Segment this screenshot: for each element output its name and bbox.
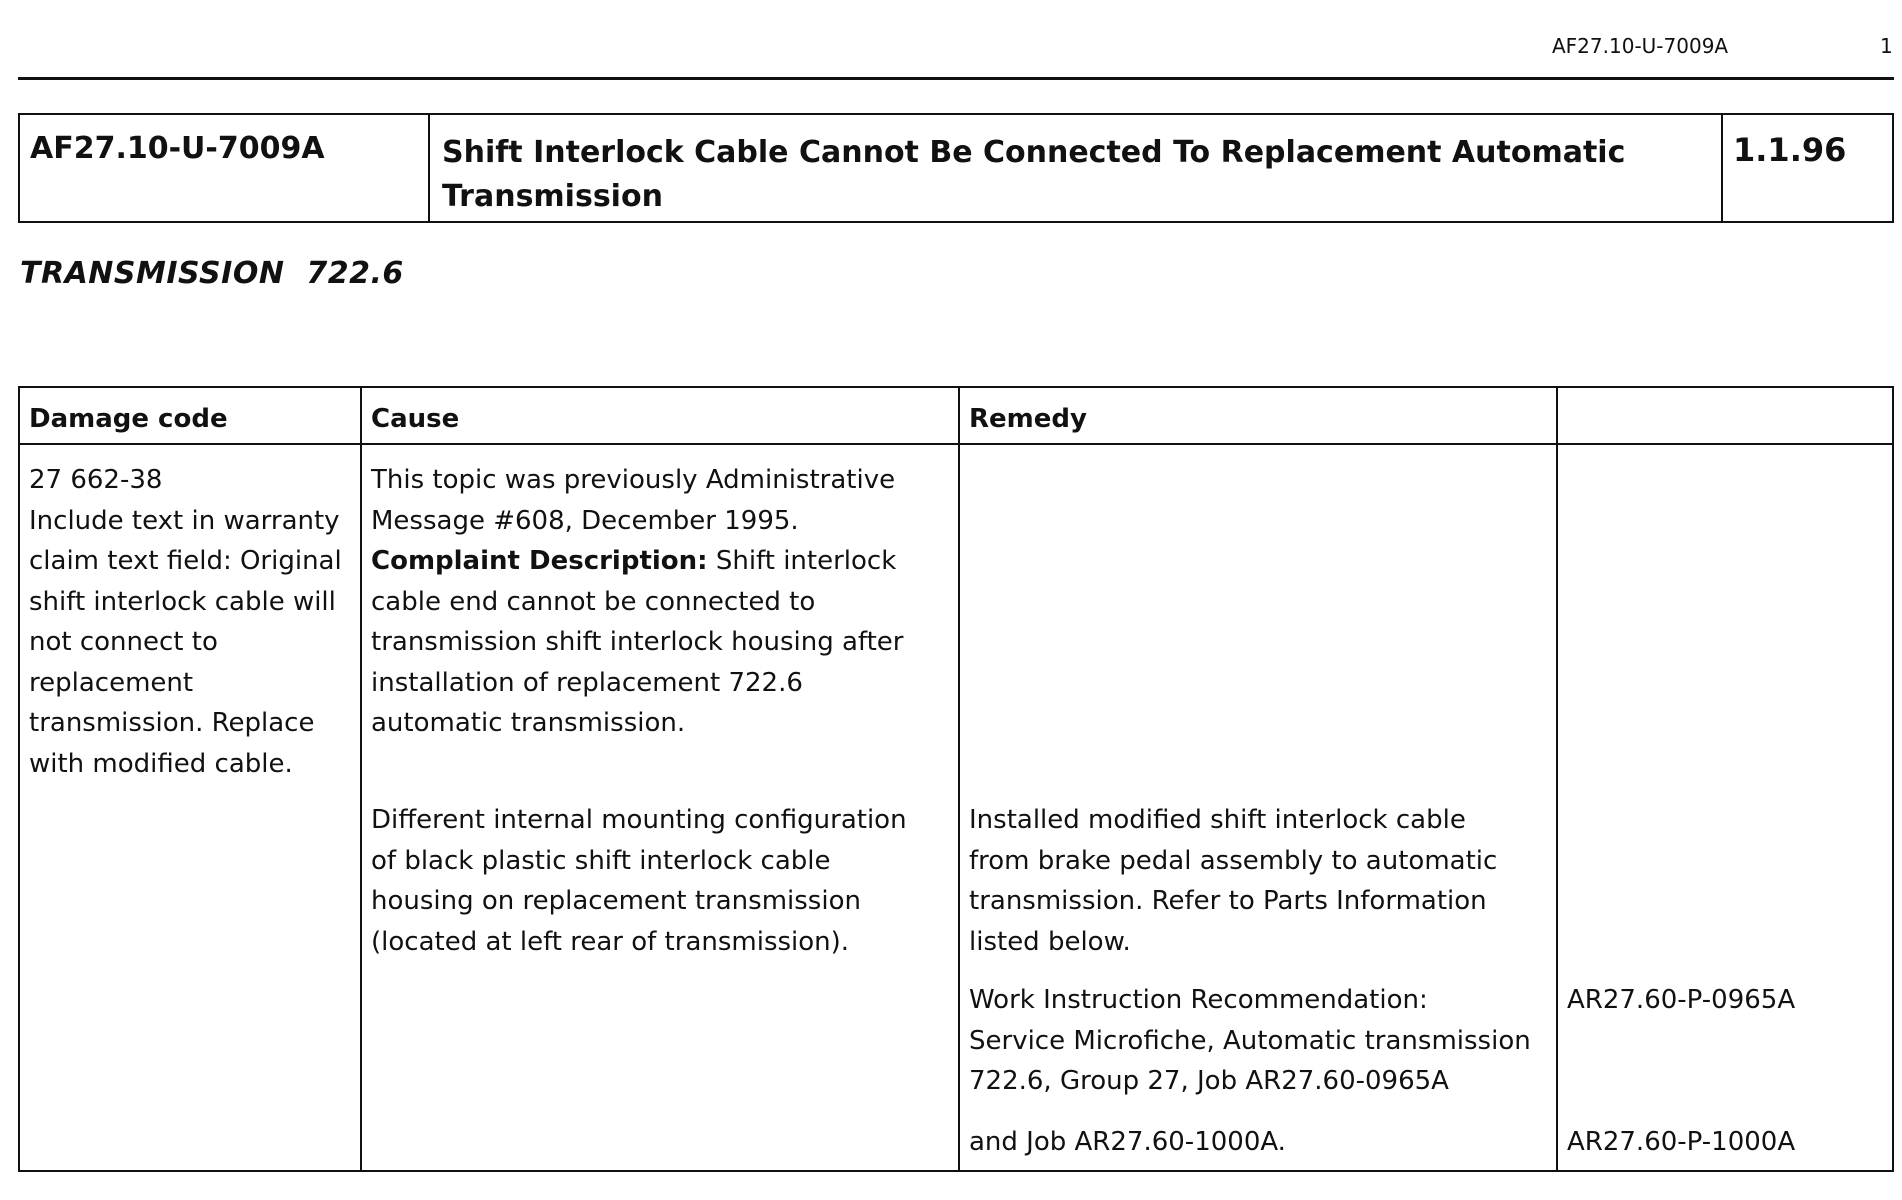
remedy-work-instruction-cell bbox=[969, 980, 1531, 1102]
damage-code-cell bbox=[29, 460, 342, 784]
running-header bbox=[0, 34, 1902, 64]
document-code: AF27.10-U-7009A bbox=[20, 115, 430, 221]
document-title-line-1: Shift Interlock Cable Cannot Be Connected To Replacement Automatic bbox=[442, 135, 1626, 170]
cause-detail-line: of black plastic shift interlock cable bbox=[371, 845, 831, 876]
damage-code-line: Include text in warranty bbox=[29, 505, 340, 536]
complaint-description bbox=[371, 541, 903, 582]
column-divider bbox=[1556, 388, 1558, 1170]
remedy-line: listed below. bbox=[969, 926, 1131, 957]
remedy-line: from brake pedal assembly to automatic bbox=[969, 845, 1498, 876]
complaint-label: Complaint Description: bbox=[371, 546, 708, 576]
header-cause: Cause bbox=[371, 404, 460, 434]
cause-detail-cell bbox=[371, 800, 907, 962]
remedy-line: transmission. Refer to Parts Information bbox=[969, 886, 1487, 916]
damage-table bbox=[18, 386, 1894, 1172]
cause-detail-line: housing on replacement transmission bbox=[371, 886, 861, 916]
cause-intro-cell bbox=[371, 460, 903, 744]
work-instruction-line: Service Microfiche, Automatic transmission bbox=[969, 1025, 1531, 1056]
document-title bbox=[430, 115, 1723, 221]
reference-2: AR27.60-P-1000A bbox=[1567, 1127, 1796, 1157]
running-header-code: AF27.10-U-7009A bbox=[1552, 34, 1729, 58]
reference-1: AR27.60-P-0965A bbox=[1567, 985, 1796, 1015]
damage-code-line: shift interlock cable will bbox=[29, 586, 336, 617]
column-divider bbox=[958, 388, 960, 1170]
header-damage-code: Damage code bbox=[29, 404, 228, 434]
header-remedy: Remedy bbox=[969, 404, 1087, 434]
header-rule bbox=[18, 77, 1894, 80]
cause-line: automatic transmission. bbox=[371, 708, 686, 738]
column-divider bbox=[360, 388, 362, 1170]
title-block bbox=[18, 113, 1894, 223]
cause-line: This topic was previously Administrative bbox=[371, 465, 896, 495]
damage-code-line: not connect to bbox=[29, 627, 218, 657]
page-number: 1 bbox=[1880, 34, 1893, 58]
document-date: 1.1.96 bbox=[1733, 131, 1847, 169]
cause-line: Message #608, December 1995. bbox=[371, 505, 799, 536]
header-divider bbox=[20, 443, 1892, 445]
section-title: TRANSMISSION 722.6 bbox=[20, 256, 404, 291]
remedy-main-cell bbox=[969, 800, 1497, 962]
document-title-line-2: Transmission bbox=[442, 179, 663, 214]
damage-code-line: 27 662-38 bbox=[29, 465, 163, 495]
cause-line: transmission shift interlock housing after bbox=[371, 627, 904, 657]
work-instruction-line: Work Instruction Recommendation: bbox=[969, 985, 1428, 1015]
work-instruction-line: 722.6, Group 27, Job AR27.60-0965A bbox=[969, 1066, 1449, 1096]
damage-code-line: with modified cable. bbox=[29, 748, 293, 779]
remedy-line: Installed modified shift interlock cable bbox=[969, 805, 1466, 835]
damage-code-line: transmission. Replace bbox=[29, 708, 315, 738]
cause-detail-line: Different internal mounting configuration bbox=[371, 805, 907, 835]
damage-code-line: replacement bbox=[29, 667, 194, 698]
complaint-text: Shift interlock bbox=[707, 546, 897, 576]
remedy-and-job: and Job AR27.60-1000A. bbox=[969, 1127, 1286, 1157]
damage-code-line: claim text field: Original bbox=[29, 546, 342, 576]
cause-line: installation of replacement 722.6 bbox=[371, 667, 803, 698]
cause-line: cable end cannot be connected to bbox=[371, 586, 816, 617]
cause-detail-line: (located at left rear of transmission). bbox=[371, 926, 850, 957]
